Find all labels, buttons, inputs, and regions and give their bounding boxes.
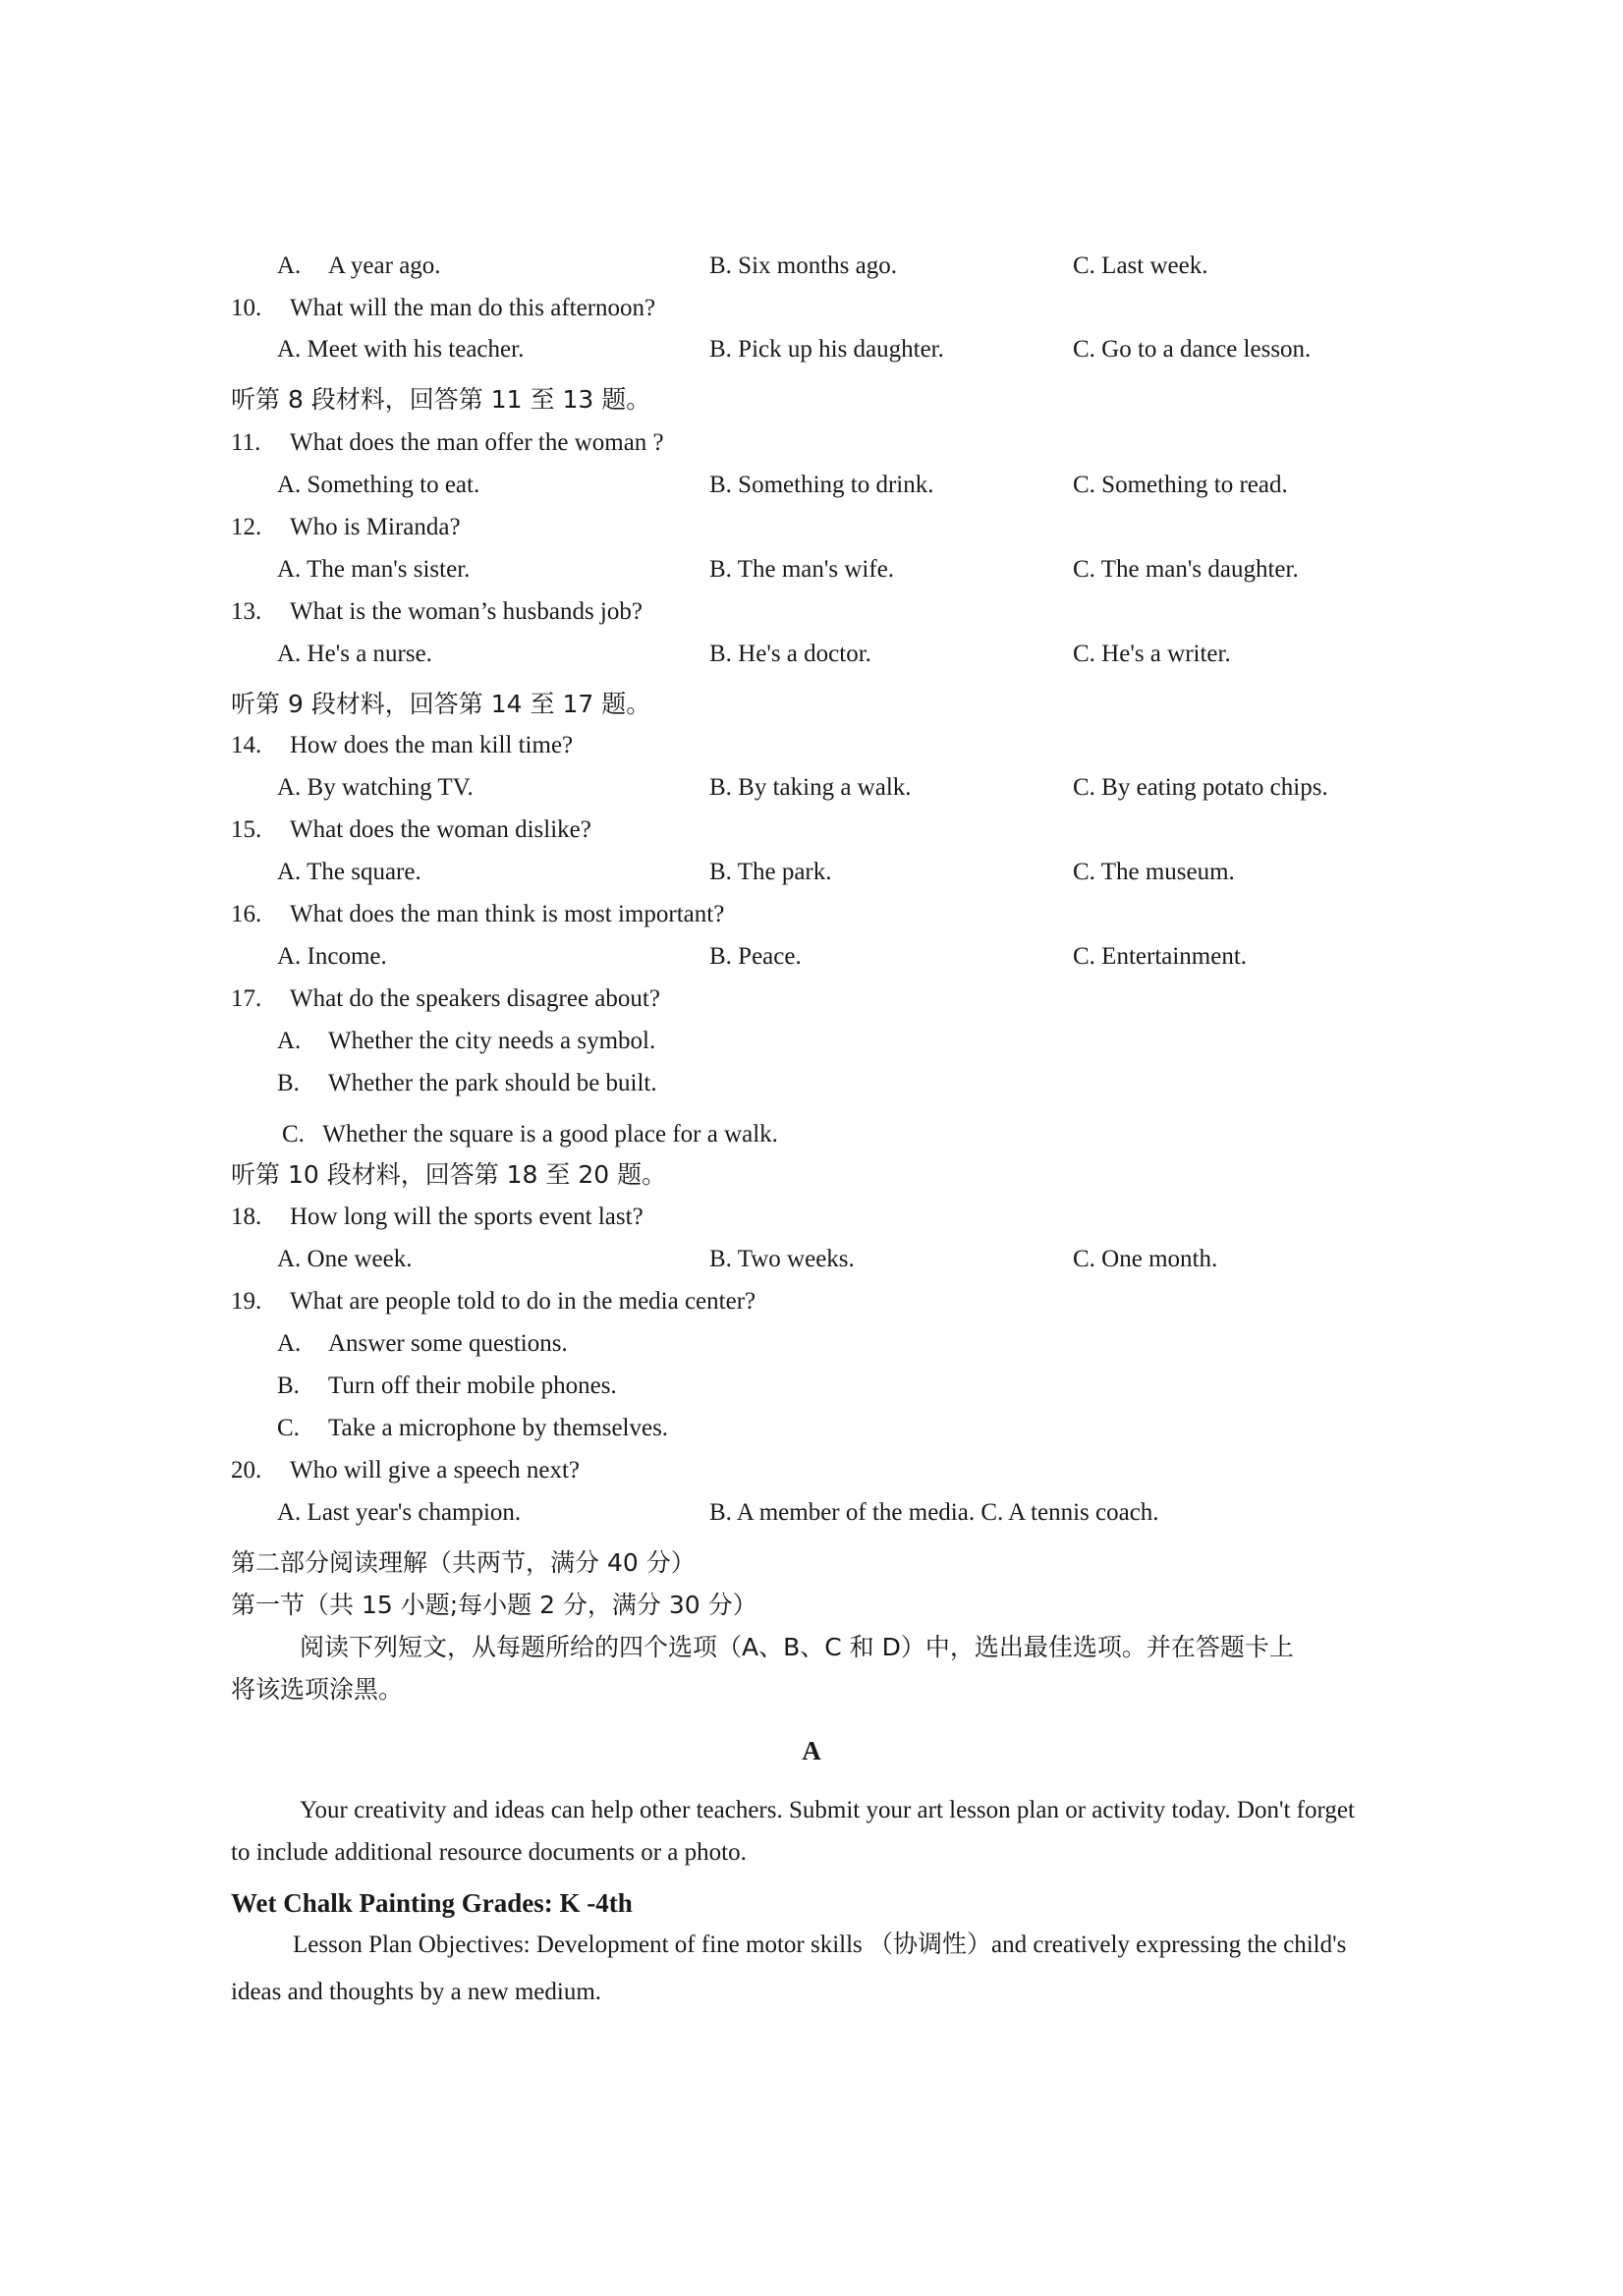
section-8-heading: 听第 8 段材料，回答第 11 至 13 题。 [231,385,651,414]
q12-option-c: C. The man's daughter. [1073,556,1299,583]
question-12: 12. Who is Miranda? [231,514,461,540]
q20-option-a: A. Last year's champion. [277,1499,522,1526]
q15-option-a: A. The square. [277,859,421,885]
q9-option-a: A. A year ago. [277,252,441,279]
question-16: 16. What does the man think is most important? [231,901,725,927]
question-15: 15. What does the woman dislike? [231,816,591,843]
q13-option-b: B. He's a doctor. [709,641,871,667]
q11-option-c: C. Something to read. [1073,472,1288,498]
passage-subtitle: Wet Chalk Painting Grades: K -4th [231,1888,633,1918]
q17-option-a: A. Whether the city needs a symbol. [277,1028,656,1054]
question-14: 14. How does the man kill time? [231,732,574,758]
instructions-line-2: 将该选项涂黑。 [231,1675,404,1704]
q12-option-a: A. The man's sister. [277,556,471,583]
question-20: 20. Who will give a speech next? [231,1457,581,1484]
objectives-line-2: ideas and thoughts by a new medium. [231,1979,602,2005]
q18-option-b: B. Two weeks. [709,1246,855,1272]
q20-option-bc: B. A member of the media. C. A tennis coach. [709,1499,1159,1526]
q14-option-b: B. By taking a walk. [709,774,912,801]
q15-option-b: B. The park. [709,859,832,885]
q10-option-a: A. Meet with his teacher. [277,336,525,363]
question-17: 17. What do the speakers disagree about? [231,985,660,1012]
q12-option-b: B. The man's wife. [709,556,895,583]
q19-option-b: B. Turn off their mobile phones. [277,1372,617,1399]
q16-option-a: A. Income. [277,943,387,970]
q19-option-c: C. Take a microphone by themselves. [277,1415,669,1441]
q14-option-c: C. By eating potato chips. [1073,774,1328,801]
question-13: 13. What is the woman’s husbands job? [231,598,643,625]
q14-option-a: A. By watching TV. [277,774,474,801]
question-10: 10. What will the man do this afternoon? [231,295,656,321]
q19-option-a: A. Answer some questions. [277,1330,568,1357]
q17-option-c: C. Whether the square is a good place for a walk. [282,1121,778,1148]
question-11: 11. What does the man offer the woman ? [231,429,664,456]
q18-option-c: C. One month. [1073,1246,1218,1272]
question-18: 18. How long will the sports event last? [231,1204,644,1230]
q9-option-b: B. Six months ago. [709,252,897,279]
q18-option-a: A. One week. [277,1246,413,1272]
q13-option-a: A. He's a nurse. [277,641,432,667]
passage-heading: A [802,1736,821,1765]
passage-intro-line-1: Your creativity and ideas can help other teachers. Submit your art lesson plan or activity today. Don't forget [300,1797,1355,1823]
question-19: 19. What are people told to do in the media center? [231,1288,756,1315]
section-1-title: 第一节（共 15 小题;每小题 2 分，满分 30 分） [231,1591,757,1619]
q13-option-c: C. He's a writer. [1073,641,1231,667]
q15-option-c: C. The museum. [1073,859,1235,885]
part-2-title: 第二部分阅读理解（共两节，满分 40 分） [231,1548,696,1577]
q10-option-b: B. Pick up his daughter. [709,336,944,363]
instructions-line-1: 阅读下列短文，从每题所给的四个选项（A、B、C 和 D）中，选出最佳选项。并在答题卡上 [300,1633,1294,1661]
passage-intro-line-2: to include additional resource documents or a photo. [231,1839,747,1866]
q11-option-b: B. Something to drink. [709,472,934,498]
q9-option-c: C. Last week. [1073,252,1208,279]
section-9-heading: 听第 9 段材料，回答第 14 至 17 题。 [231,690,651,718]
q16-option-c: C. Entertainment. [1073,943,1248,970]
q17-option-b: B. Whether the park should be built. [277,1070,657,1096]
q11-option-a: A. Something to eat. [277,472,480,498]
q16-option-b: B. Peace. [709,943,802,970]
q10-option-c: C. Go to a dance lesson. [1073,336,1312,363]
section-10-heading: 听第 10 段材料，回答第 18 至 20 题。 [231,1160,667,1189]
objectives-line-1: Lesson Plan Objectives: Development of fine motor skills （协调性）and creatively expressing the child's [293,1932,1347,1958]
